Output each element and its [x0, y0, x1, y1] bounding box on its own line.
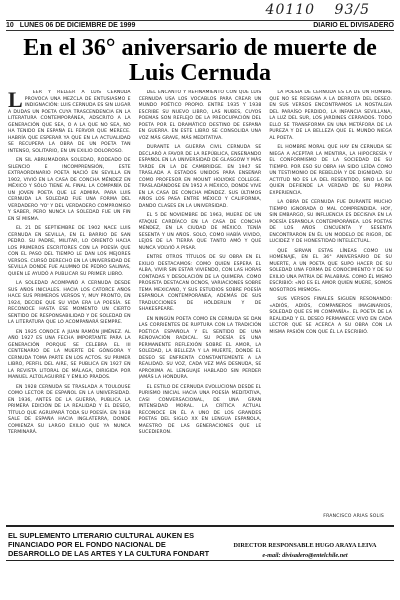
paragraph: EN 1928 CERNUDA SE TRASLADA A TOULOUSE COMO LECTOR DE ESPAÑOL EN LA UNIVERSIDAD. EN 1936, ANTES DE LA GUERRA, PUBLICA LA PRIMERA EDICIÓN DE LA REALIDAD Y EL DESEO, TÍTULO QUE AGRUPARÁ TODA SU POESÍA. EN 1938 SALE DE ESPAÑA HACIA INGLATERRA, DONDE COMIENZA SU LARGO EXILIO QUE YA NUNCA TERMINARÁ. [8, 384, 131, 435]
paragraph: SUS VERSOS FINALES SIGUEN RESONANDO: «ADIÓS, ADIÓS, COMPAÑEROS IMAGINARIOS, SOLEDAD QUE ES MI COMPAÑÍA». EL POETA DE LA REALIDAD Y EL DESEO PERMANECE VIVO EN CADA LECTOR QUE SE ACERCA A SU OBRA CON LA MISMA PASIÓN CON QUE ÉL LA ESCRIBIÓ. [269, 297, 393, 335]
funding-notice: EL SUPLEMENTO LITERARIO CULTURAL AUKEN ES FINANCIADO POR EL FONDO NACIONAL DE DESARROLLO DE LAS ARTES Y LA CULTURA FONDART [8, 531, 210, 558]
annotation-left: 40110 [265, 2, 316, 18]
drop-cap: L [8, 90, 23, 112]
article-body [8, 90, 392, 514]
paragraph: DURANTE LA GUERRA CIVIL CERNUDA SE DECLARÓ A FAVOR DE LA REPÚBLICA, ENSEÑANDO ESPAÑOL EN LA UNIVERSIDAD DE GLASGOW Y MÁS TARDE EN LA DE CAMBRIDGE. EN 1947 SE TRASLADA A ESTADOS UNIDOS PARA ENSEÑAR COMO PROFESOR EN MOUNT HOLYOKE COLLEGE. TRASLADÁNDOSE EN 1952 A MÉXICO, DONDE VIVE EN LA CASA DE CONCHA MÉNDEZ. SUS ÚLTIMOS AÑOS LOS PASA ENTRE MÉXICO Y CALIFORNIA, DANDO CLASES EN LA UNIVERSIDAD. [138, 145, 262, 209]
paragraph: LA SOLEDAD ACOMPAÑÓ A CERNUDA DESDE SUS AÑOS INICIALES. HACIA LOS CATORCE AÑOS HACE SUS PRIMEROS VERSOS Y, MUY PRONTO, EN 1924, DECIDE QUE SU VIDA ERA LA POESÍA. SE RECONOCE HASTA ESE MOMENTO UN CIERTO SENTIDO DE RESPONSABILIDAD Y DE SOLEDAD EN LA LITERATURA QUE LO ACOMPAÑARÁ SIEMPRE. [8, 281, 131, 325]
paragraph: EL ESTILO DE CERNUDA EVOLUCIONA DESDE EL PURISMO INICIAL HACIA UNA POESÍA MEDITATIVA, CASI CONVERSACIONAL, DE UNA GRAN INTENSIDAD MORAL. LA CRÍTICA ACTUAL RECONOCE EN ÉL A UNO DE LOS GRANDES POETAS DEL SIGLO XX EN LENGUA ESPAÑOLA, MAESTRO DE LAS GENERACIONES QUE LE SUCEDIERON. [138, 384, 262, 435]
paragraph: LA POESÍA DE CERNUDA ES LA DE UN HOMBRE QUE NO SE RESIGNA A LA DERROTA DEL DESEO. EN SUS VERSOS ENCONTRAMOS LA NOSTALGIA DEL PARAÍSO PERDIDO, LA INFANCIA SEVILLANA, LA LUZ DEL SUR, LOS JARDINES CERRADOS. TODO ELLO SE TRANSFORMA EN UNA METÁFORA DE LA PUREZA Y DE LA BELLEZA QUE EL MUNDO NIEGA AL POETA. [269, 90, 393, 141]
article-column-1 [8, 90, 131, 514]
paragraph: LA OBRA DE CERNUDA FUE DURANTE MUCHO TIEMPO IGNORADA O MAL COMPRENDIDA. HOY, SIN EMBARGO, SU INFLUENCIA ES DECISIVA EN LA POESÍA ESPAÑOLA CONTEMPORÁNEA. LOS POETAS DE LOS AÑOS CINCUENTA Y SESENTA ENCONTRARON EN ÉL UN MODELO DE RIGOR, DE LUCIDEZ Y DE HONESTIDAD INTELECTUAL. [269, 200, 393, 244]
paragraph: QUE SIRVAN ESTAS LÍNEAS COMO UN HOMENAJE, EN EL 36° ANIVERSARIO DE SU MUERTE, A UN POETA QUE SUPO HACER DE SU SOLEDAD UNA FORMA DE CONOCIMIENTO Y DE SU EXILIO UNA PATRIA DE PALABRAS. COMO ÉL MISMO ESCRIBIÓ: «NO ES EL AMOR QUIEN MUERE, SOMOS NOSOTROS MISMOS». [269, 248, 393, 293]
paragraph: ENTRE OTROS TÍTULOS DE SU OBRA EN EL EXILIO DESTACAMOS: COMO QUIEN ESPERA EL ALBA, VIVIR SIN ESTAR VIVIENDO, CON LAS HORAS CONTADAS Y DESOLACIÓN DE LA QUIMERA. COMO PROSISTA DESTACAN OCNOS, VARIACIONES SOBRE TEMA MEXICANO, Y SUS ESTUDIOS SOBRE POESÍA ESPAÑOLA CONTEMPORÁNEA, ADEMÁS DE SUS TRADUCCIONES DE HÖLDERLIN Y DE SHAKESPEARE. [138, 255, 262, 312]
handwritten-annotation [252, 2, 370, 18]
issue-date: LUNES 06 DE DICIEMBRE DE 1999 [19, 22, 136, 29]
footer-credits [216, 531, 394, 561]
contact-email: e-mail: divisadero@entelchile.net [262, 552, 348, 559]
paragraph: EN 1925 CONOCE A JUAN RAMÓN JIMÉNEZ. AL AÑO 1927 ES UNA FECHA IMPORTANTE PARA LA GENERACIÓN PORQUE SE CELEBRA EL III CENTENARIO DE LA MUERTE DE GÓNGORA Y CERNUDA TOMA PARTE EN LOS ACTOS. SU PRIMER LIBRO, PERFIL DEL AIRE, SE PUBLICA EN 1927 EN LA REVISTA LITORAL DE MÁLAGA, DIRIGIDA POR MANUEL ALTOLAGUIRRE Y EMILIO PRADOS. [8, 329, 131, 380]
article-title: En el 36° aniversario de muerte de Luis Cernuda [23, 35, 377, 86]
paragraph: EN SIL ABRUMADORA SOLEDAD, RODEADO DE SILENCIO E INCOMPRENSIÓN, ESTE EXTRAORDINARIO POETA NACIÓ EN SEVILLA EN 1902, VIVIÓ EN LA CASA DE CONCHA MÉNDEZ EN MÉXICO Y SÓLO TIENE AL FINAL LA COMPAÑÍA DE UN JOVEN POETA QUE LE ADMIRA. PARA LUIS CERNUDA LA SOLEDAD FUE UNA FORMA DEL VERDADERO 'YO' Y DEL VERDADERO COMPROMISO Y SABER, PERO NUNCA LA SOLEDAD FUE UN FIN EN SÍ MISMA. [8, 158, 131, 222]
page-header [6, 20, 394, 31]
publication-name: DIARIO EL DIVISADERO [313, 22, 394, 29]
paragraph: DEL ENCANTO Y REFINAMIENTO CON QUE LUIS CERNUDA USA LOS VOCABLOS PARA CREAR UN MUNDO POÉTICO PROPIO. ENTRE 1935 Y 1938 ESCRIBE SU NUEVO LIBRO, LAS NUBES, CUYOS POEMAS SON REFLEJO DE LA PREOCUPACIÓN DEL POETA POR EL DRAMÁTICO DESTINO DE ESPAÑA EN GUERRA. EN ESTE LIBRO SE CONSOLIDA UNA VOZ MÁS GRAVE, MÁS MEDITATIVA. [138, 90, 262, 141]
footer-notice [6, 525, 394, 561]
director-credit: DIRECTOR RESPONSABLE HUGO ARAYA LEIVA [233, 542, 377, 549]
article-column-2 [139, 90, 262, 514]
annotation-right: 93/5 [334, 2, 370, 18]
paragraph: EN NINGÚN POETA COMO EN CERNUDA SE DAN LAS CORRIENTES DE RUPTURA CON LA TRADICIÓN POÉTICA ESPAÑOLA Y EL SENTIDO DE UNA RENOVACIÓN RADICAL. SU POESÍA ES UNA PERMANENTE REFLEXIÓN SOBRE EL AMOR, LA SOLEDAD, LA BELLEZA Y LA MUERTE, DONDE EL DESEO SE ENFRENTA CONSTANTEMENTE A LA REALIDAD. SU VOZ, CADA VEZ MÁS DESNUDA, SE APROXIMA AL LENGUAJE HABLADO SIN PERDER JAMÁS LA HONDURA. [138, 316, 262, 380]
article-author: FRANCISCO ARIAS SOLIS [323, 514, 384, 519]
paragraph: L EER Y RELEER A LUIS CERNUDA PROVOCA UNA MEZCLA DE ENTUSIASMO E INDIGNACIÓN: LUIS CERNUDA ES SIN LUGAR A DUDAS UN POETA CUYA TRASCENDENCIA EN LA LITERATURA CONTEMPORÁNEA, ADSCRITO A LA GENERACIÓN QUE SEA, O A LA QUE NO SEA, NO HA TENIDO EN ESPAÑA EL FERVOR QUE MERECE. HABRÍA QUE ESPERAR YA QUE EN LA ACTUALIDAD SE RECUPERA LA OBRA DE UN POETA TAN INTENSO, SOLITARIO, EN UN EXILIO DOLOROSO. [8, 90, 131, 154]
paragraph: EL HOMBRE MORAL QUE HAY EN CERNUDA SE NIEGA A ACEPTAR LA MENTIRA, LA HIPOCRESÍA Y EL CONFORMISMO DE LA SOCIEDAD DE SU TIEMPO. POR ESO SU OBRA HA SIDO LEÍDA COMO UN TESTIMONIO DE REBELDÍA Y DE DIGNIDAD. SU ACTITUD NO ES LA DEL RESENTIDO, SINO LA DE QUIEN DEFIENDE LA VERDAD DE SU PROPIA EXPERIENCIA. [269, 145, 393, 196]
paragraph: EL 5 DE NOVIEMBRE DE 1963, MUERE DE UN ATAQUE CARDÍACO EN LA CASA DE CONCHA MÉNDEZ, EN LA CIUDAD DE MÉXICO. TENÍA SESENTA Y UN AÑOS. SOLO, COMO HABÍA VIVIDO, LEJOS DE LA TIERRA QUE TANTO AMÓ Y QUE NUNCA VOLVIÓ A PISAR. [138, 213, 262, 251]
paragraph: EL 21 DE SEPTIEMBRE DE 1902 NACE LUIS CERNUDA EN SEVILLA, EN EL BARRIO DE SAN PEDRO. SU PADRE, MILITAR, LO ORIENTÓ HACIA LOS PRIMEROS ESCRITORES CON LA POESÍA QUE CON EL PASO DEL TIEMPO LE DAN LOS MEJORES VERSOS. CURSÓ DERECHO EN LA UNIVERSIDAD DE SEVILLA DONDE FUE ALUMNO DE PEDRO SALINAS, QUIEN LE AYUDÓ A PUBLICAR SU PRIMER LIBRO. [8, 226, 131, 277]
page-number: 10 [6, 22, 14, 29]
article-column-3 [269, 90, 392, 514]
